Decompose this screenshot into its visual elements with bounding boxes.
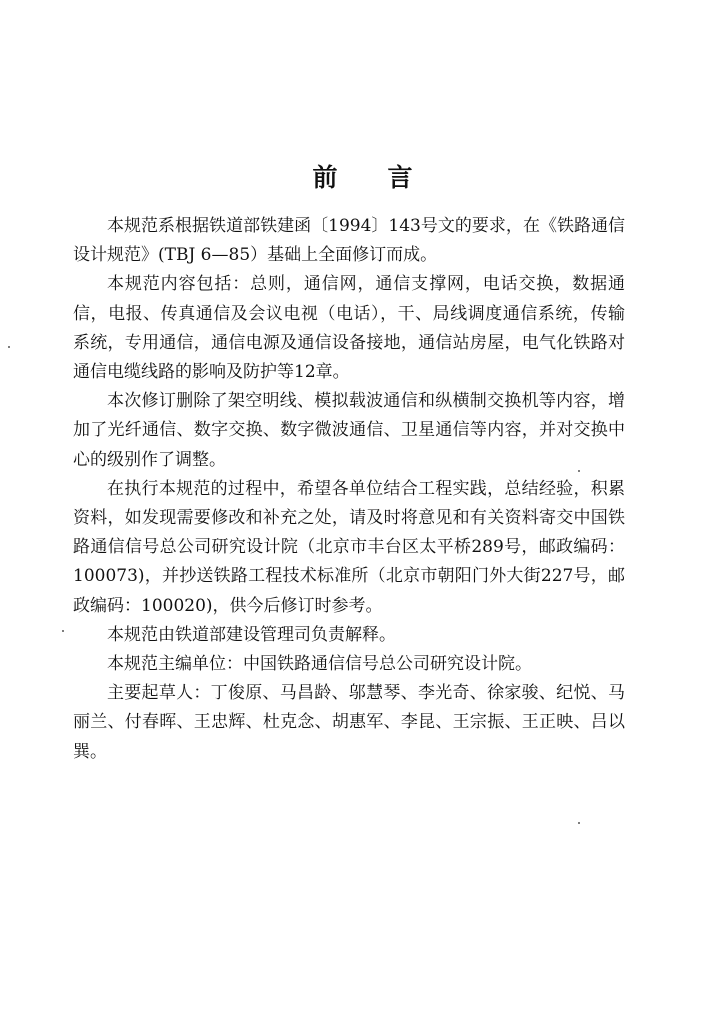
scan-speck: [8, 346, 10, 348]
paragraph-chief-editor: 本规范主编单位：中国铁路通信信号总公司研究设计院。: [107, 654, 532, 675]
paragraph-changes: 本次修订删除了架空明线、模拟载波通信和纵横制交换机等内容，增加了光纤通信、数字交换、数字微波通信、卫星通信等内容，并对交换中心的级别作了调整。: [73, 391, 625, 470]
scan-speck: [578, 822, 580, 824]
scan-speck: [62, 630, 64, 632]
paragraph-contents: 本规范内容包括：总则，通信网，通信支撑网，电话交换，数据通信，电报、传真通信及会议电视（电话），干、局线调度通信系统，传输系统，专用通信，通信电源及通信设备接地，通信站房屋，电气化铁路对通信电缆线路的影响及防护等12章。: [73, 274, 625, 383]
paragraph-feedback: 在执行本规范的过程中，希望各单位结合工程实践，总结经验，积累资料，如发现需要修改和补充之处，请及时将意见和有关资料寄交中国铁路通信信号总公司研究设计院（北京市丰台区太平桥289号，邮政编码：100073)，并抄送铁路工程技术标准所（北京市朝阳门外大街227号，邮政编码：100020)，供今后修订时参考。: [73, 478, 625, 616]
paragraph-revision-basis: 本规范系根据铁道部铁建函〔1994〕143号文的要求，在《铁路通信设计规范》(TBJ 6—85）基础上全面修订而成。: [73, 216, 625, 266]
scan-speck: [578, 470, 580, 472]
page-title: 前言: [312, 163, 463, 192]
preface-body: [73, 212, 625, 767]
paragraph-interpretation: 本规范由铁道部建设管理司负责解释。: [107, 624, 396, 645]
paragraph-drafters: 主要起草人：丁俊原、马昌龄、邬慧琴、李光奇、徐家骏、纪悦、马丽兰、付春晖、王忠辉、杜克念、胡惠军、李昆、王宗振、王正映、吕以巽。: [73, 683, 625, 762]
